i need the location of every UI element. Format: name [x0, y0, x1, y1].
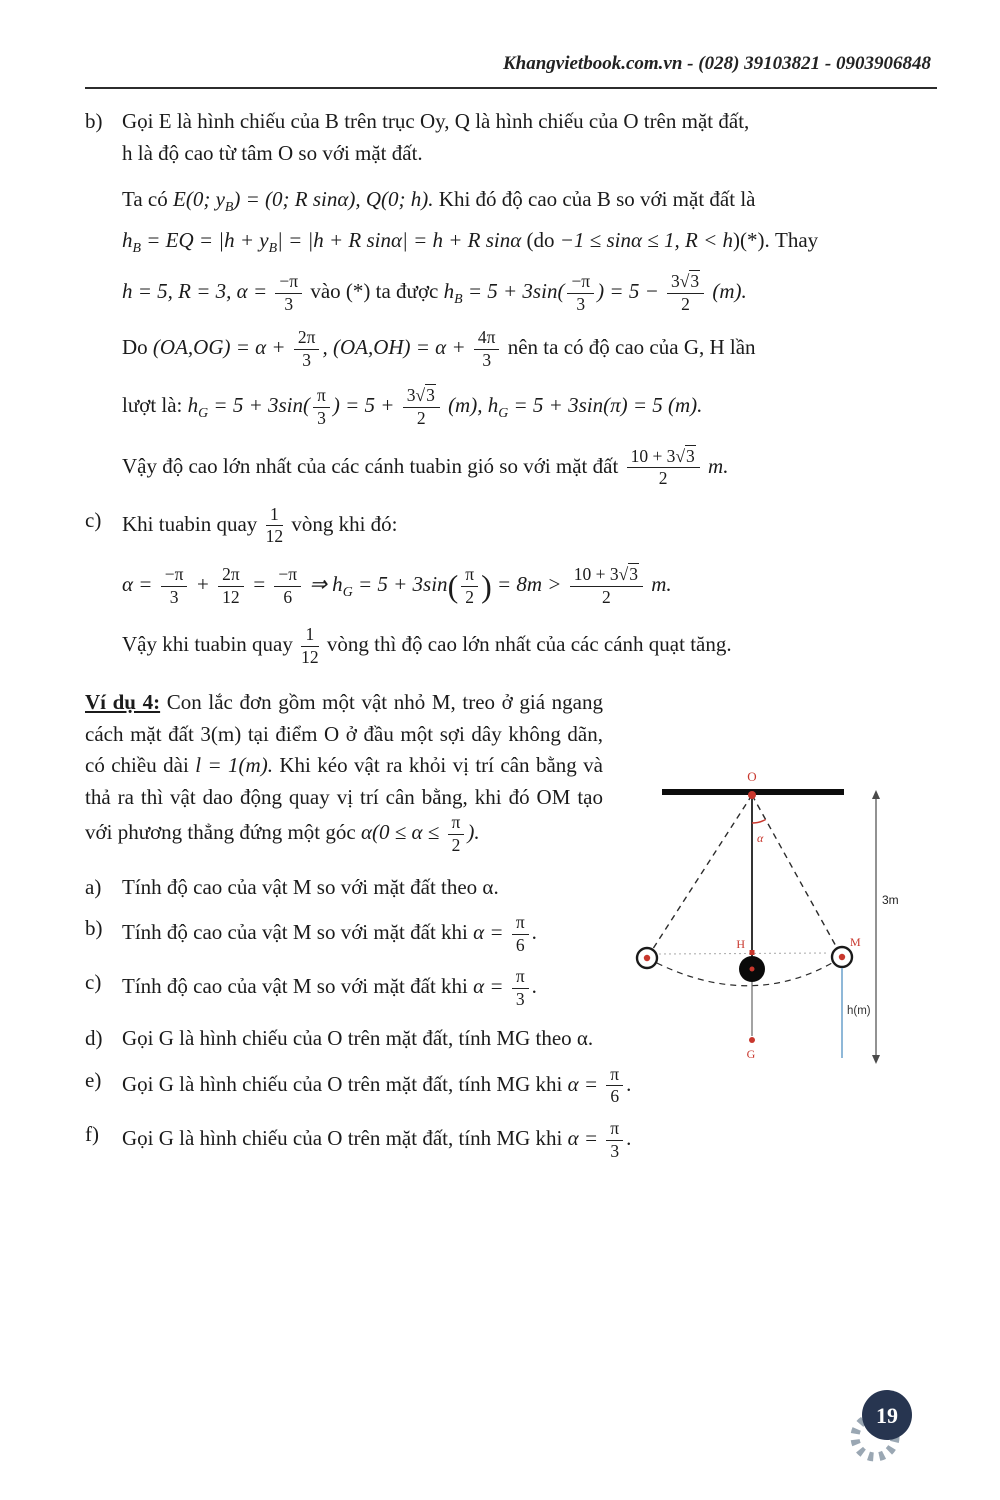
subscript: G	[198, 405, 209, 421]
formula-line-values	[85, 272, 940, 314]
subscript: G	[498, 405, 509, 421]
fraction-numerator: 2π	[294, 328, 320, 350]
point-g-dot	[749, 1037, 755, 1043]
fraction-denominator: 3	[515, 988, 525, 1009]
math-text: h	[187, 393, 199, 418]
math-segment: , (OA,OH) = α +	[322, 335, 471, 360]
example-label: Ví dụ 4:	[85, 690, 161, 715]
coefficient: 3	[406, 385, 416, 406]
text-segment: .	[626, 1125, 632, 1150]
fraction-numerator: 1	[301, 625, 319, 647]
fraction-numerator: π	[512, 967, 529, 989]
text-segment: vòng khi đó:	[286, 511, 398, 536]
paren-close: )	[481, 568, 492, 605]
sqrt-radical	[675, 447, 695, 467]
paragraph	[122, 505, 940, 547]
fraction-denominator: 12	[222, 586, 240, 607]
fraction-denominator: 6	[515, 934, 525, 955]
fraction-numerator: π	[448, 813, 465, 835]
fraction-denominator: 2	[601, 586, 611, 607]
question-f	[85, 1119, 940, 1161]
angle-arc	[752, 820, 766, 824]
fraction	[461, 565, 478, 607]
page-number: 19	[876, 1403, 898, 1428]
fraction	[403, 386, 440, 428]
math-segment: (m).	[707, 278, 747, 303]
fraction-denominator: 3	[302, 349, 312, 370]
subscript: B	[454, 291, 463, 307]
page-badge-graphic	[843, 1375, 927, 1469]
point-m-label: M	[850, 935, 861, 949]
fraction	[448, 813, 465, 855]
math-segment: m.	[645, 571, 672, 596]
text-line: Gọi E là hình chiếu của B trên trục Oy, Q là hình chiếu của O trên mặt đất,	[122, 109, 750, 133]
math-text: (m), h	[442, 393, 499, 418]
fraction-denominator: 2	[658, 468, 668, 489]
pivot-label-o: O	[747, 769, 757, 784]
fraction	[570, 565, 643, 607]
math-text: = 5 + 3sin(π) = 5 (m).	[508, 393, 703, 418]
fraction	[294, 328, 320, 370]
fraction-denominator: 6	[283, 586, 293, 607]
height-label: h(m)	[847, 1005, 871, 1017]
formula-line-hb	[85, 225, 940, 257]
fraction-numerator: 1	[266, 505, 284, 527]
point-g-label: G	[746, 1047, 756, 1061]
fraction-numerator: π	[512, 913, 529, 935]
dimension-arrow-bottom	[872, 1055, 880, 1064]
math-segment	[304, 571, 448, 600]
paren-open: (	[447, 568, 459, 605]
text-segment: Khi đó độ cao của B so với mặt đất là	[433, 187, 756, 211]
bob-left-center	[644, 955, 650, 961]
item-marker: d)	[85, 1026, 103, 1051]
coefficient: 10 + 3	[573, 563, 619, 584]
math-text: = 5 + 3sin(	[208, 393, 311, 418]
question-text: Tính độ cao của vật M so với mặt đất theo α.	[122, 874, 499, 899]
fraction-denominator: 2	[465, 586, 475, 607]
math-text: = EQ = |h + y	[140, 227, 269, 252]
fraction-numerator: 4π	[474, 328, 500, 350]
conclusion-line-c	[85, 625, 940, 667]
fraction-numerator	[627, 447, 700, 469]
fraction	[667, 272, 704, 314]
math-segment: α =	[122, 571, 158, 596]
question-text: Gọi G là hình chiếu của O trên mặt đất, tính MG theo α.	[122, 1026, 594, 1051]
math-text: h	[122, 227, 133, 252]
math-segment: m.	[702, 453, 729, 478]
fraction-numerator: π	[313, 386, 330, 408]
radicand: 3	[629, 563, 638, 584]
example-4-paragraph	[85, 687, 603, 855]
math-segment: (OA,OG) = α +	[152, 335, 291, 360]
pendulum-bob-center	[750, 967, 755, 972]
text-segment: Gọi G là hình chiếu của O trên mặt đất, tính MG khi	[122, 1125, 568, 1150]
fraction	[161, 565, 188, 607]
fraction	[275, 272, 302, 314]
subscript: B	[268, 239, 278, 255]
math-text: = 5 + 3sin	[352, 571, 448, 596]
fraction-denominator: 12	[301, 646, 319, 667]
coefficient: 3	[671, 271, 680, 291]
fraction	[627, 447, 700, 489]
question-text	[122, 1119, 940, 1161]
math-segment: ) = 5 +	[332, 393, 400, 418]
text-segment: .	[531, 974, 537, 999]
formula-line-luot	[85, 386, 940, 428]
fraction-denominator: 3	[482, 349, 492, 370]
sqrt-radical	[680, 272, 700, 292]
math-segment: α(0 ≤ α ≤	[360, 820, 445, 845]
point-h-marker	[750, 950, 755, 955]
text-segment: .	[531, 919, 537, 944]
math-segment	[442, 393, 703, 421]
fraction-numerator: π	[606, 1119, 623, 1141]
text-segment: vòng thì độ cao lớn nhất của các cánh quạt tăng.	[321, 632, 732, 657]
math-segment: −1 ≤ sinα ≤ 1, R < h	[559, 227, 734, 252]
dimension-arrow-top	[872, 790, 880, 799]
math-segment	[122, 227, 527, 255]
radicand: 3	[426, 385, 435, 406]
fraction-numerator: −π	[567, 272, 594, 294]
item-marker: c)	[85, 507, 102, 532]
solution-step-b	[85, 106, 940, 169]
math-text: h	[443, 278, 455, 303]
fraction	[218, 565, 244, 607]
pendulum-diagram	[612, 768, 912, 1078]
fraction	[266, 505, 284, 547]
fraction-denominator: 3	[610, 1140, 620, 1161]
fraction	[474, 328, 500, 370]
text-segment: Vậy độ cao lớn nhất của các cánh tuabin gió so với mặt đất	[122, 453, 624, 478]
fraction-denominator: 3	[169, 586, 179, 607]
fraction-numerator: π	[606, 1065, 623, 1087]
item-marker: c)	[85, 970, 102, 995]
text-segment: Khi tuabin quay	[122, 511, 263, 536]
formula-line-taco	[85, 184, 940, 216]
fraction-denominator: 2	[681, 293, 690, 314]
header-title: Khangvietbook.com.vn - (028) 39103821 - 0903906848	[502, 53, 931, 74]
fraction-denominator: 2	[416, 407, 426, 428]
item-marker: b)	[85, 916, 103, 940]
math-segment: α =	[473, 919, 509, 944]
fraction-denominator: 3	[317, 407, 326, 428]
text-segment: (do	[526, 227, 560, 252]
fraction-denominator: 12	[265, 526, 284, 547]
fraction	[512, 913, 529, 955]
fraction-numerator: 2π	[218, 565, 244, 587]
math-segment	[173, 187, 434, 215]
item-marker: f)	[85, 1122, 99, 1147]
paragraph	[122, 106, 940, 169]
fraction-denominator: 3	[284, 293, 294, 314]
math-text: E(0; y	[173, 187, 225, 211]
fraction-numerator	[570, 565, 643, 587]
fraction-numerator: −π	[274, 565, 301, 587]
pendulum-figure	[612, 768, 912, 1080]
item-marker: a)	[85, 874, 102, 899]
sqrt-radical	[619, 565, 639, 585]
dimension-label-3m: 3m	[882, 893, 899, 907]
fraction-denominator: 3	[576, 293, 586, 314]
subscript: G	[342, 584, 353, 600]
point-h-label: H	[736, 937, 745, 951]
fraction-numerator: −π	[161, 565, 188, 587]
math-text: ⇒ h	[304, 571, 343, 596]
swing-line-right	[752, 795, 842, 957]
math-segment	[187, 393, 311, 421]
text-segment: .	[626, 1071, 632, 1096]
swing-line-left	[647, 795, 752, 958]
text-segment: )(*). Thay	[733, 227, 819, 252]
subscript: B	[224, 199, 234, 215]
radicand: 3	[686, 445, 695, 466]
coefficient: 10 + 3	[630, 445, 676, 466]
text-segment: Ta có	[122, 187, 174, 211]
math-segment: =	[246, 571, 272, 596]
math-segment	[443, 278, 565, 307]
text-segment: Gọi G là hình chiếu của O trên mặt đất, tính MG khi	[122, 1071, 568, 1096]
pivot-point-o	[748, 791, 756, 799]
conclusion-line-b	[85, 447, 940, 489]
math-segment: α =	[567, 1071, 604, 1096]
math-text: = 5 + 3sin(	[462, 278, 565, 303]
fraction-denominator: 2	[451, 834, 461, 855]
chord-dotted-line	[659, 953, 829, 954]
formula-line-alpha	[85, 565, 940, 607]
text-segment: vào (*) ta được	[305, 278, 444, 303]
fraction	[512, 967, 529, 1009]
fraction-numerator	[667, 272, 704, 294]
fraction	[274, 565, 301, 607]
math-text: ) = (0; R sinα), Q(0; h).	[233, 187, 434, 211]
math-segment: α =	[473, 974, 509, 999]
item-marker: b)	[85, 109, 103, 133]
item-marker: e)	[85, 1067, 102, 1092]
fraction-denominator: 6	[610, 1086, 620, 1107]
angle-label: α	[757, 831, 764, 845]
solution-step-c	[85, 505, 940, 547]
math-segment: +	[190, 571, 216, 596]
formula-line-do	[85, 328, 940, 370]
text-line: h là độ cao từ tâm O so với mặt đất.	[122, 140, 423, 165]
bob-right-center	[839, 954, 845, 960]
fraction-numerator: −π	[275, 272, 302, 294]
text-segment: Con lắc đơn gồm một vật nhỏ M, treo ở giá ngang cách mặt đất 3(m) tại điểm O ở đầu một sợi dây không dãn, có chiều dài	[85, 690, 603, 778]
text-segment: Tính độ cao của vật M so với mặt đất khi	[122, 974, 474, 999]
fraction	[567, 272, 594, 314]
math-text: | = |h + R sinα| = h + R sinα	[277, 227, 527, 252]
math-segment: ) = 5 −	[597, 278, 664, 303]
fraction	[313, 386, 330, 428]
text-segment: lượt là:	[122, 393, 188, 418]
subscript: B	[132, 239, 141, 255]
math-segment: ).	[467, 820, 480, 845]
text-segment: Do	[122, 335, 153, 360]
sqrt-radical	[415, 386, 435, 406]
math-segment: h = 5, R = 3, α =	[122, 278, 273, 303]
radicand: 3	[690, 271, 700, 291]
page-header	[85, 50, 937, 89]
math-segment: l = 1(m).	[195, 753, 273, 778]
fraction	[301, 625, 319, 667]
text-segment: nên ta có độ cao của G, H lần	[502, 335, 756, 360]
math-segment: α =	[567, 1125, 604, 1150]
text-segment: Vậy khi tuabin quay	[122, 632, 299, 657]
text-segment: Khi kéo vật ra khỏi vị trí cân bằng và thả ra thì vật dao động quay vị trí cân bằng, khi đó OM tạo với phương thẳng đứng một góc	[85, 753, 604, 845]
fraction-numerator	[403, 386, 440, 408]
fraction-numerator: π	[461, 565, 478, 587]
math-segment: = 8m >	[491, 571, 567, 596]
fraction	[606, 1119, 623, 1161]
text-segment: Tính độ cao của vật M so với mặt đất khi	[122, 919, 474, 944]
page-number-badge	[843, 1375, 927, 1469]
